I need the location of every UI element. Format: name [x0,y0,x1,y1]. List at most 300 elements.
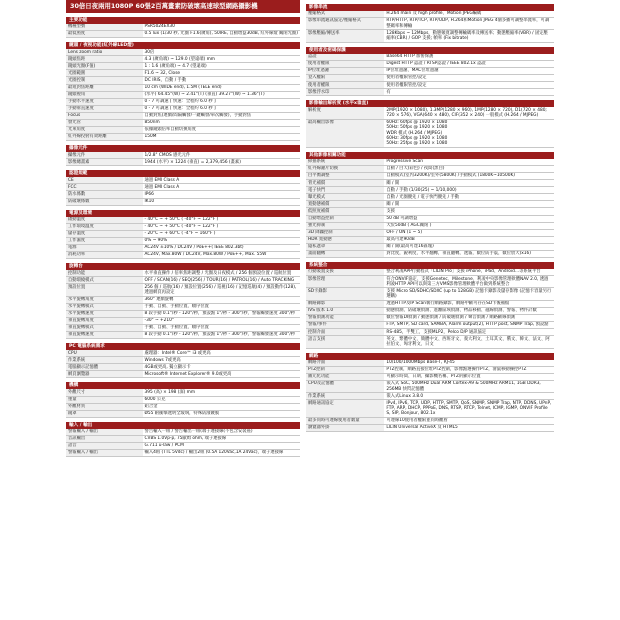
spec-value: PTZ控制，網路直接位址PTZ控制，影像點選操作PTZ，滑鼠移動操控PTZ [384,366,554,373]
spec-row [306,243,554,250]
spec-section [66,422,300,457]
spec-row [306,307,554,314]
section-title: 攝像元件 [66,145,300,152]
section-title: PC 電腦系統需求 [66,343,300,350]
spec-value: 自動 / 手動 (1/30(25) ~ 1/10,000) [384,187,554,194]
spec-row [66,56,300,63]
spec-row [66,49,300,56]
spec-row [306,75,554,82]
spec-value: 符合ONVIF協定、支援Genetec、Milestone、利凌中央影像管理軟體NAV 2.0, 透過利凌HTTP API可以與第三方VMS影像管理軟體平台做到系統整合 [384,276,554,288]
spec-key: 手動水平速度 [66,98,143,105]
spec-value: AC24V ±10% / DC24V / PoE++( IEEE 802.3bt) [143,244,300,251]
spec-row [306,187,554,194]
section-title: 使用者及密碼保護 [306,47,554,54]
spec-row [306,300,554,307]
spec-key: 影像壓縮/傳送率 [306,30,384,42]
spec-row [66,217,300,224]
spec-key: 紅外線投射有效距離 [66,134,143,141]
spec-value: - 40°C ~ + 50°C ( -40°F ~ 122°F ) [143,217,300,224]
spec-table [306,11,554,43]
section-title: 其他影像相關功能 [306,152,554,159]
spec-value: AC24V, Max.80W / DC24V, Max.80W / PoE++, Max. 55W [143,252,300,259]
spec-row [66,152,300,159]
spec-value: 鋁合金 [143,403,300,410]
spec-key: IVS 版本 1.0 [306,307,384,314]
spec-row [306,107,554,119]
spec-value: 動態偵測、防破壞偵測、進離區域偵測、物品移動、越線偵測、警報、物件計數 [384,307,554,314]
spec-row [306,180,554,187]
spec-key: 光束角度 [66,127,143,134]
spec-row [66,277,300,284]
spec-key: 掃描系統 [306,159,384,166]
spec-row [306,208,554,215]
spec-key: 發光管 [66,119,143,126]
spec-value: 30倍 [143,49,300,56]
spec-row [306,89,554,96]
spec-table [306,107,554,148]
spec-key: 最多同時可連線使用者數量 [306,417,384,424]
spec-value: DC IRIS，自動 / 手動 [143,77,300,84]
spec-value: - 40°C ~ + 50°C ( -40°F ~ 122°F ) [143,223,300,230]
spec-key: 電源 [66,244,143,251]
spec-row [306,329,554,336]
spec-value: 通過 EMI Class A [143,184,300,191]
datasheet-title: 30倍日夜兩用1080P 60張2百萬畫素防破壞高速球型網路攝影機 [66,0,300,13]
spec-value: 自動 / 光圈優先 / 電子快門優先 / 手動 [384,194,554,201]
spec-row [306,82,554,89]
spec-section [66,170,300,205]
spec-key: 行動裝置支援 [306,269,384,276]
spec-key: 網頁瀏覽器 [66,371,143,378]
spec-key: 警報/事件 [306,322,384,329]
spec-value: 透過HTTP及IP Scan執行網路錄影，網路中斷可存在SD卡後補檔 [384,300,554,307]
spec-row [66,449,300,456]
spec-value: 自動模式(室內3200K)/室外(5800K) /手動模式 (1800K~10500K) [384,173,554,180]
spec-value: 可連線10使用者權限並同時觀看 [384,417,554,424]
section-title: 影像輸出解析度 (水平x垂直) [306,100,554,107]
spec-key: 圖元化功能 [306,373,384,380]
spec-section [306,47,554,96]
spec-row [66,127,300,134]
spec-table [66,49,300,141]
section-title: 機構 [66,382,300,389]
section-title: 影像串流 [306,4,554,11]
spec-section [66,382,300,417]
spec-key: 網路錄影 [306,300,384,307]
spec-key: 音訊輸出 [66,435,143,442]
spec-key: CE [66,177,143,184]
spec-row [306,67,554,74]
spec-key: 自動增益控制 [306,215,384,222]
spec-key: 水平旋轉速度 [66,310,143,317]
spec-value: IK10 [143,198,300,205]
spec-value: CVBS 1.0Vp-p, 75歐姆 ohm, 端子連接線 [143,435,300,442]
spec-key: CPU及記憶體 [306,380,384,392]
spec-value: IPv4, IPv6, TCP, UDP, HTTP, SMTP, QoS, SNMP, SNMP Trap, NTP, DDNS, UPnP, FTP, ARP, DHCP, PPPoE, DNS, RTSP, RTCP, Telnet, ICMP, IGMP, ONVIF Profile S, SIP, Bonjour, 802.1x [384,400,554,418]
spec-value: Digest HTTP 認證 / RTSP認證 / IEEE 802.1x 認證 [384,60,554,67]
spec-value: 10/100/1000Mbps Base-T, RJ-45 [384,360,554,367]
spec-key: 最低照度 [66,31,143,38]
section-title: 網路 [306,353,554,360]
spec-row [66,24,300,31]
spec-value: 50 dB 可調增益 [384,215,554,222]
spec-row [66,442,300,449]
spec-row [306,54,554,61]
spec-row [306,201,554,208]
spec-value: 對比度，銳利度，水平翻轉，垂直翻轉，透霧，數位防手震，數位放大(x16) [384,250,554,257]
spec-table [306,54,554,96]
spec-key: 水平旋轉模式 [66,303,143,310]
spec-key: 電子快門 [306,187,384,194]
spec-row [66,364,300,371]
spec-row [66,324,300,331]
spec-row [66,296,300,303]
spec-key: FCC [66,184,143,191]
spec-key: 攝像元件 [66,152,143,159]
spec-key: 使用者權限 [306,82,384,89]
spec-value: - 20°C ~ + 60°C ( -4°F ~ 160°F ) [143,230,300,237]
section-title: 旋轉台 [66,263,300,270]
spec-value: (水平) 64.45°(W) ~ 2.41°(T) (垂直) 39.27°(W) ~ 1.36°(T) [143,91,300,98]
spec-key: 防水係數 [66,191,143,198]
section-title: 輸入 / 輸出 [66,422,300,429]
spec-key: 認證 [306,54,384,61]
spec-key: 預設位置 [66,284,143,296]
spec-key: 語音 [66,442,143,449]
spec-row [66,371,300,378]
left-spec-sections [66,17,300,457]
spec-key: 儲存溫度 [66,230,143,237]
spec-key: 警報輸入 / 輸出 [66,449,143,456]
spec-value: 關 / 開(最高可達16區塊) [384,243,554,250]
spec-key: 畫面翻轉 [306,250,384,257]
spec-key: 鏡頭焦距 [66,56,143,63]
spec-value: 256 個 / 巡航(16) / 預設位置(256) / 巡視(16) / 記憶巡航(4) / 預設動作(128), 透過網頁再設定 [143,284,300,296]
spec-row [306,276,554,288]
section-title: 主要功能 [66,17,300,24]
section-title: 認證規範 [66,170,300,177]
spec-row [306,119,554,147]
spec-key: 背光補償 [306,180,384,187]
spec-key: 網路介面 [306,360,384,367]
spec-key: 光圈範圍 [66,70,143,77]
spec-key: 防破壞係數 [66,198,143,205]
spec-value: Progressive Scan [384,159,554,166]
spec-row [306,60,554,67]
spec-key: 重量 [66,396,143,403]
spec-row [66,91,300,98]
spec-key: Lens zoom ratio [66,49,143,56]
spec-key: 作業系統 [306,393,384,400]
spec-row [66,396,300,403]
spec-row [66,105,300,112]
spec-row [66,270,300,277]
spec-row [66,230,300,237]
spec-value: -30° ~ +210° [143,317,300,324]
spec-key: 解析度 [306,107,384,119]
spec-section [66,17,300,38]
spec-row [66,332,300,339]
spec-row [66,284,300,296]
spec-key: 啟動溫度 [66,217,143,224]
spec-table [66,270,300,339]
spec-row [66,134,300,141]
spec-table [66,350,300,378]
spec-value: 手動、自動、手動位置、順序位置 [143,303,300,310]
spec-row [306,288,554,300]
spec-key: 影像串流通訊協定/壓縮格式 [306,18,384,30]
spec-value: RTP/HTTP, RTP/TCP, RTP/UDP, H.264和Motion JPEG 4個多播可調整串流率，可調整碼率和傳輸 [384,18,554,30]
spec-table [66,389,300,417]
spec-section [306,152,554,258]
spec-key: 垂直旋轉角度 [66,317,143,324]
spec-value: Microsoft® Internet Explorer® 9.0或更高 [143,371,300,378]
spec-key: 機種型號 [66,24,143,31]
spec-key: 鏡罩 [66,410,143,417]
spec-section [306,100,554,148]
spec-value: 6000 公克 [143,396,300,403]
spec-table [66,177,300,205]
spec-value: 關 / 開 [384,201,554,208]
spec-table [66,429,300,457]
spec-row [66,31,300,38]
spec-key: Focus [66,112,143,119]
right-spec-sections [306,4,554,432]
spec-row [66,357,300,364]
spec-row [306,11,554,18]
spec-table [306,269,554,349]
spec-row [66,429,300,436]
spec-key: 登入權限 [306,75,384,82]
spec-row [306,173,554,180]
spec-value: IP位址過濾、MAC位址過濾 [384,67,554,74]
spec-value: 128Kbps ~ 12Mbps，動態頻寬調整傳輸碼率及傳送率；動態壓縮率(VBR) / 固定壓縮率(CBR) / GOP 支援; 幀率 (Fix bitrate) [384,30,554,42]
spec-row [66,310,300,317]
spec-value: 0 - 7 可調速 [ 快速：全程約 6.0 秒 ] [143,105,300,112]
spec-row [306,380,554,392]
spec-value: 2MP(1920 × 1080), 1.3MP(1280 × 960), 1MP(1280 × 720), D1(720 × 480; 720 × 576), VGA(640 × 480), CIF(352 × 240) 一般模式 (H.264 / MJPEG) [384,107,554,119]
spec-section [66,343,300,378]
spec-key: 控制介面 [306,329,384,336]
spec-row [66,70,300,77]
spec-value: PSR5024EX30 [143,24,300,31]
spec-key: 鏡頭光圈(F值) [66,63,143,70]
spec-row [306,417,554,424]
spec-row [66,159,300,166]
spec-key: 工作濕度 [66,237,143,244]
spec-value: 可顯示時間、日期、攝影機名稱、PTZ的顯示位置 [384,373,554,380]
spec-row [66,77,300,84]
spec-key: 自動環繞模式 [66,277,143,284]
spec-row [306,166,554,173]
spec-row [306,315,554,322]
spec-row [66,63,300,70]
spec-key: 垂直旋轉速度 [66,332,143,339]
spec-section [66,210,300,259]
spec-row [306,222,554,229]
spec-row [66,252,300,259]
spec-value: 英文、繁體中文、簡體中文、西班牙文、義大利文、土耳其文、俄文、韓文、法文、阿拉伯文、匈牙利文、日文 [384,336,554,348]
spec-value: 0.5 lux (1/30 秒, 光圈 F1.6(廣角), 50IRE, 自動增益30dB, 紅外線燈 關閉光圈) [143,31,300,38]
spec-key: 強光抑制 [306,222,384,229]
spec-value: 關 / 開 [384,180,554,187]
spec-key: 手動垂直速度 [66,105,143,112]
spec-section [306,4,554,43]
spec-value: Base64 HTTP 加密保護 [384,54,554,61]
spec-key: 壓縮格式 [306,11,384,18]
spec-key: 影像總畫素 [66,159,143,166]
spec-key: 電腦顯示記憶體 [66,364,143,371]
spec-value: 8 段手動 0.1°/秒 - 120°/秒，預設點 1°/秒 - 300°/秒，警報觸發速度 300°/秒 [143,310,300,317]
spec-row [66,177,300,184]
spec-table [66,152,300,166]
spec-value: 大於50dB ( AGC關閉 ) [384,222,554,229]
section-title: 鏡頭 / 夜視功能(紅外線LED燈) [66,42,300,49]
spec-row [306,215,554,222]
spec-key: 使用者權限 [306,60,384,67]
spec-row [306,322,554,329]
left-column [66,0,300,457]
spec-key: 低照度補償 [306,208,384,215]
spec-section [306,262,554,349]
spec-value: OFF / SCAN(16) / SEQ(256) / TOUR(16) / PATROL(16) / Auto TRACKING [143,277,300,284]
spec-row [306,360,554,367]
spec-table [306,360,554,433]
spec-value: LILIN Universal ActiveX 及 HTML5 [384,425,554,432]
spec-row [66,98,300,105]
spec-key: IP位址過濾 [306,67,384,74]
spec-row [306,393,554,400]
spec-value: Ø55 耐衝擊透明全玻璃，特殊防潑鍍膜 [143,410,300,417]
spec-value: 1/2.8" CMOS 感光元件 [143,152,300,159]
spec-key: 控制功能 [66,270,143,277]
spec-key: 作業系統 [66,357,143,364]
spec-value: 支援 Micro SD/SDHC/SDXC (up to 128GB) 記憶卡錄影及儲存影像 (記憶卡容量另行選購) [384,288,554,300]
spec-value: 4GB或更高, 獨立顯示卡 [143,364,300,371]
spec-row [306,400,554,418]
section-title: 電源及環境 [66,210,300,217]
spec-row [66,403,300,410]
spec-value: 有 [384,89,554,96]
spec-row [66,389,300,396]
spec-value: Windows 7或更高 [143,357,300,364]
spec-value: 8 段手動 0.1°/秒 - 120°/秒，預設點 1°/秒 - 300°/秒，警報觸發速度 300°/秒 [143,332,300,339]
spec-section [66,263,300,339]
spec-row [306,269,554,276]
spec-key: 水平旋轉角度 [66,296,143,303]
spec-key: 寬動態補償 [306,201,384,208]
spec-row [66,198,300,205]
spec-key: 鏡頭視角 [66,91,143,98]
spec-key: SD卡錄影 [306,288,384,300]
spec-key: 警報輸入 / 輸出 [66,429,143,436]
spec-key: HDR 寬動態 [306,236,384,243]
spec-value: IP66 [143,191,300,198]
spec-value: 數位警報DI偵測 / 動態偵測 / 防破壞偵測 / 聲音偵測 / 網路斷線偵測 [384,315,554,322]
spec-value: 1944 (水平) × 1224 (垂直) = 2,379,456 (畫素) [143,159,300,166]
spec-row [306,194,554,201]
spec-key: 外觀尺寸 [66,389,143,396]
spec-section [66,145,300,166]
spec-key: 白平衡調整 [306,173,384,180]
spec-row [306,425,554,432]
spec-value: OFF / ON (1 ~ 5) [384,229,554,236]
spec-key: 光圈控制 [66,77,143,84]
spec-key: 3D 降躁控制 [306,229,384,236]
spec-row [66,350,300,357]
spec-row [306,336,554,348]
spec-value: G.711 u-law / PCM [143,442,300,449]
spec-value: 850nm [143,119,300,126]
spec-row [306,366,554,373]
spec-row [306,159,554,166]
spec-row [66,84,300,91]
spec-row [66,191,300,198]
spec-value: 4.3 (廣角端) ~ 129.0 (望遠端) mm [143,56,300,63]
spec-key: 外觀材質 [66,403,143,410]
spec-section [306,353,554,433]
spec-value: 警告輸入一組 / 警告輸出一組(端子連接線(不包含安裝座) [143,429,300,436]
spec-value: 嵌入式 SoC, 500MHz Dual ARM Cortex-A9 & 500MHz ARM11, 1GB DDR3, 256MB 快閃記憶體 [384,380,554,392]
spec-value: 輸入4組 (TTL 5Vdc) / 輸出2組 (0.5A 120Vac,1A 24Vac)，端子連接線 [143,449,300,456]
spec-key: 語言支援 [306,336,384,348]
spec-value: 1 : 1.6 (廣角端) ~ 4.7 (望遠端) [143,63,300,70]
spec-value: 360° 連續旋轉 [143,296,300,303]
spec-row [66,244,300,251]
spec-row [66,410,300,417]
spec-row [66,223,300,230]
spec-value: 自動對焦(連續/間隔觸發/一鍵觸發/單次觸發)，手動對焦 [143,112,300,119]
spec-value: 60Hz: 60fps @ 1920 × 1080 50Hz: 50fps @ 1920 × 1080 WDR 模式 (H.264 / MJPEG) 60Hz: 30fps @ 1920 × 1080 50Hz: 25fps @ 1920 × 1080 [384,119,554,147]
spec-row [66,303,300,310]
spec-key: 曝光模式 [306,194,384,201]
spec-value: FTP, SMTP, SD card, SAMBA, Alarm output(2), HTTP post, SNMP Trap, 預設點 [384,322,554,329]
spec-value: 使用者權限管控/設定 [384,75,554,82]
spec-value: 通過 EMI Class A [143,177,300,184]
spec-value: 150M [143,134,300,141]
spec-row [66,119,300,126]
spec-value: 使用者權限管控/設定 [384,82,554,89]
spec-row [306,236,554,243]
spec-key: 工作環境溫度 [66,223,143,230]
spec-row [66,184,300,191]
spec-value: 依據鏡頭倍率自動切換角度 [143,127,300,134]
spec-table [306,159,554,258]
spec-value: 0% ~ 90% [143,237,300,244]
spec-value: 整合利凌APP行動程式「LILIN Pro」支援 iPhone、iPad、Android…等系統平台 [384,269,554,276]
spec-key: 警報偵測功能 [306,315,384,322]
spec-value: 處理器：Intel® Core™ i3 或更高 [143,350,300,357]
spec-row [66,435,300,442]
spec-value: 水平垂直操作 / 倍率焦距調整 / 光圈及日夜模式 / 256 個預設位置 / 巡航位置 [143,270,300,277]
spec-section [66,42,300,141]
spec-key: 垂直旋轉模式 [66,324,143,331]
spec-row [306,373,554,380]
spec-value: 0 - 7 可調速 [ 快速：全程約 6.0 秒 ] [143,98,300,105]
right-column [306,0,554,432]
spec-row [306,250,554,257]
spec-value: RS-485，半雙工，支援MLP2，Pelco D/P 通訊協定 [384,329,554,336]
spec-table [66,24,300,38]
spec-value: F1.6 ~ 32, Close [143,70,300,77]
spec-value: H.264 main 及 high profile、Motion JPEG編碼 [384,11,554,18]
spec-key: 最短對焦距離 [66,84,143,91]
spec-key: CPU [66,350,143,357]
spec-value: 10 cm (WIDE end), 1.5M (TELE end) [143,84,300,91]
spec-key: 最高輸出影像 [306,119,384,147]
spec-key: PTZ控制 [306,366,384,373]
spec-row [66,112,300,119]
